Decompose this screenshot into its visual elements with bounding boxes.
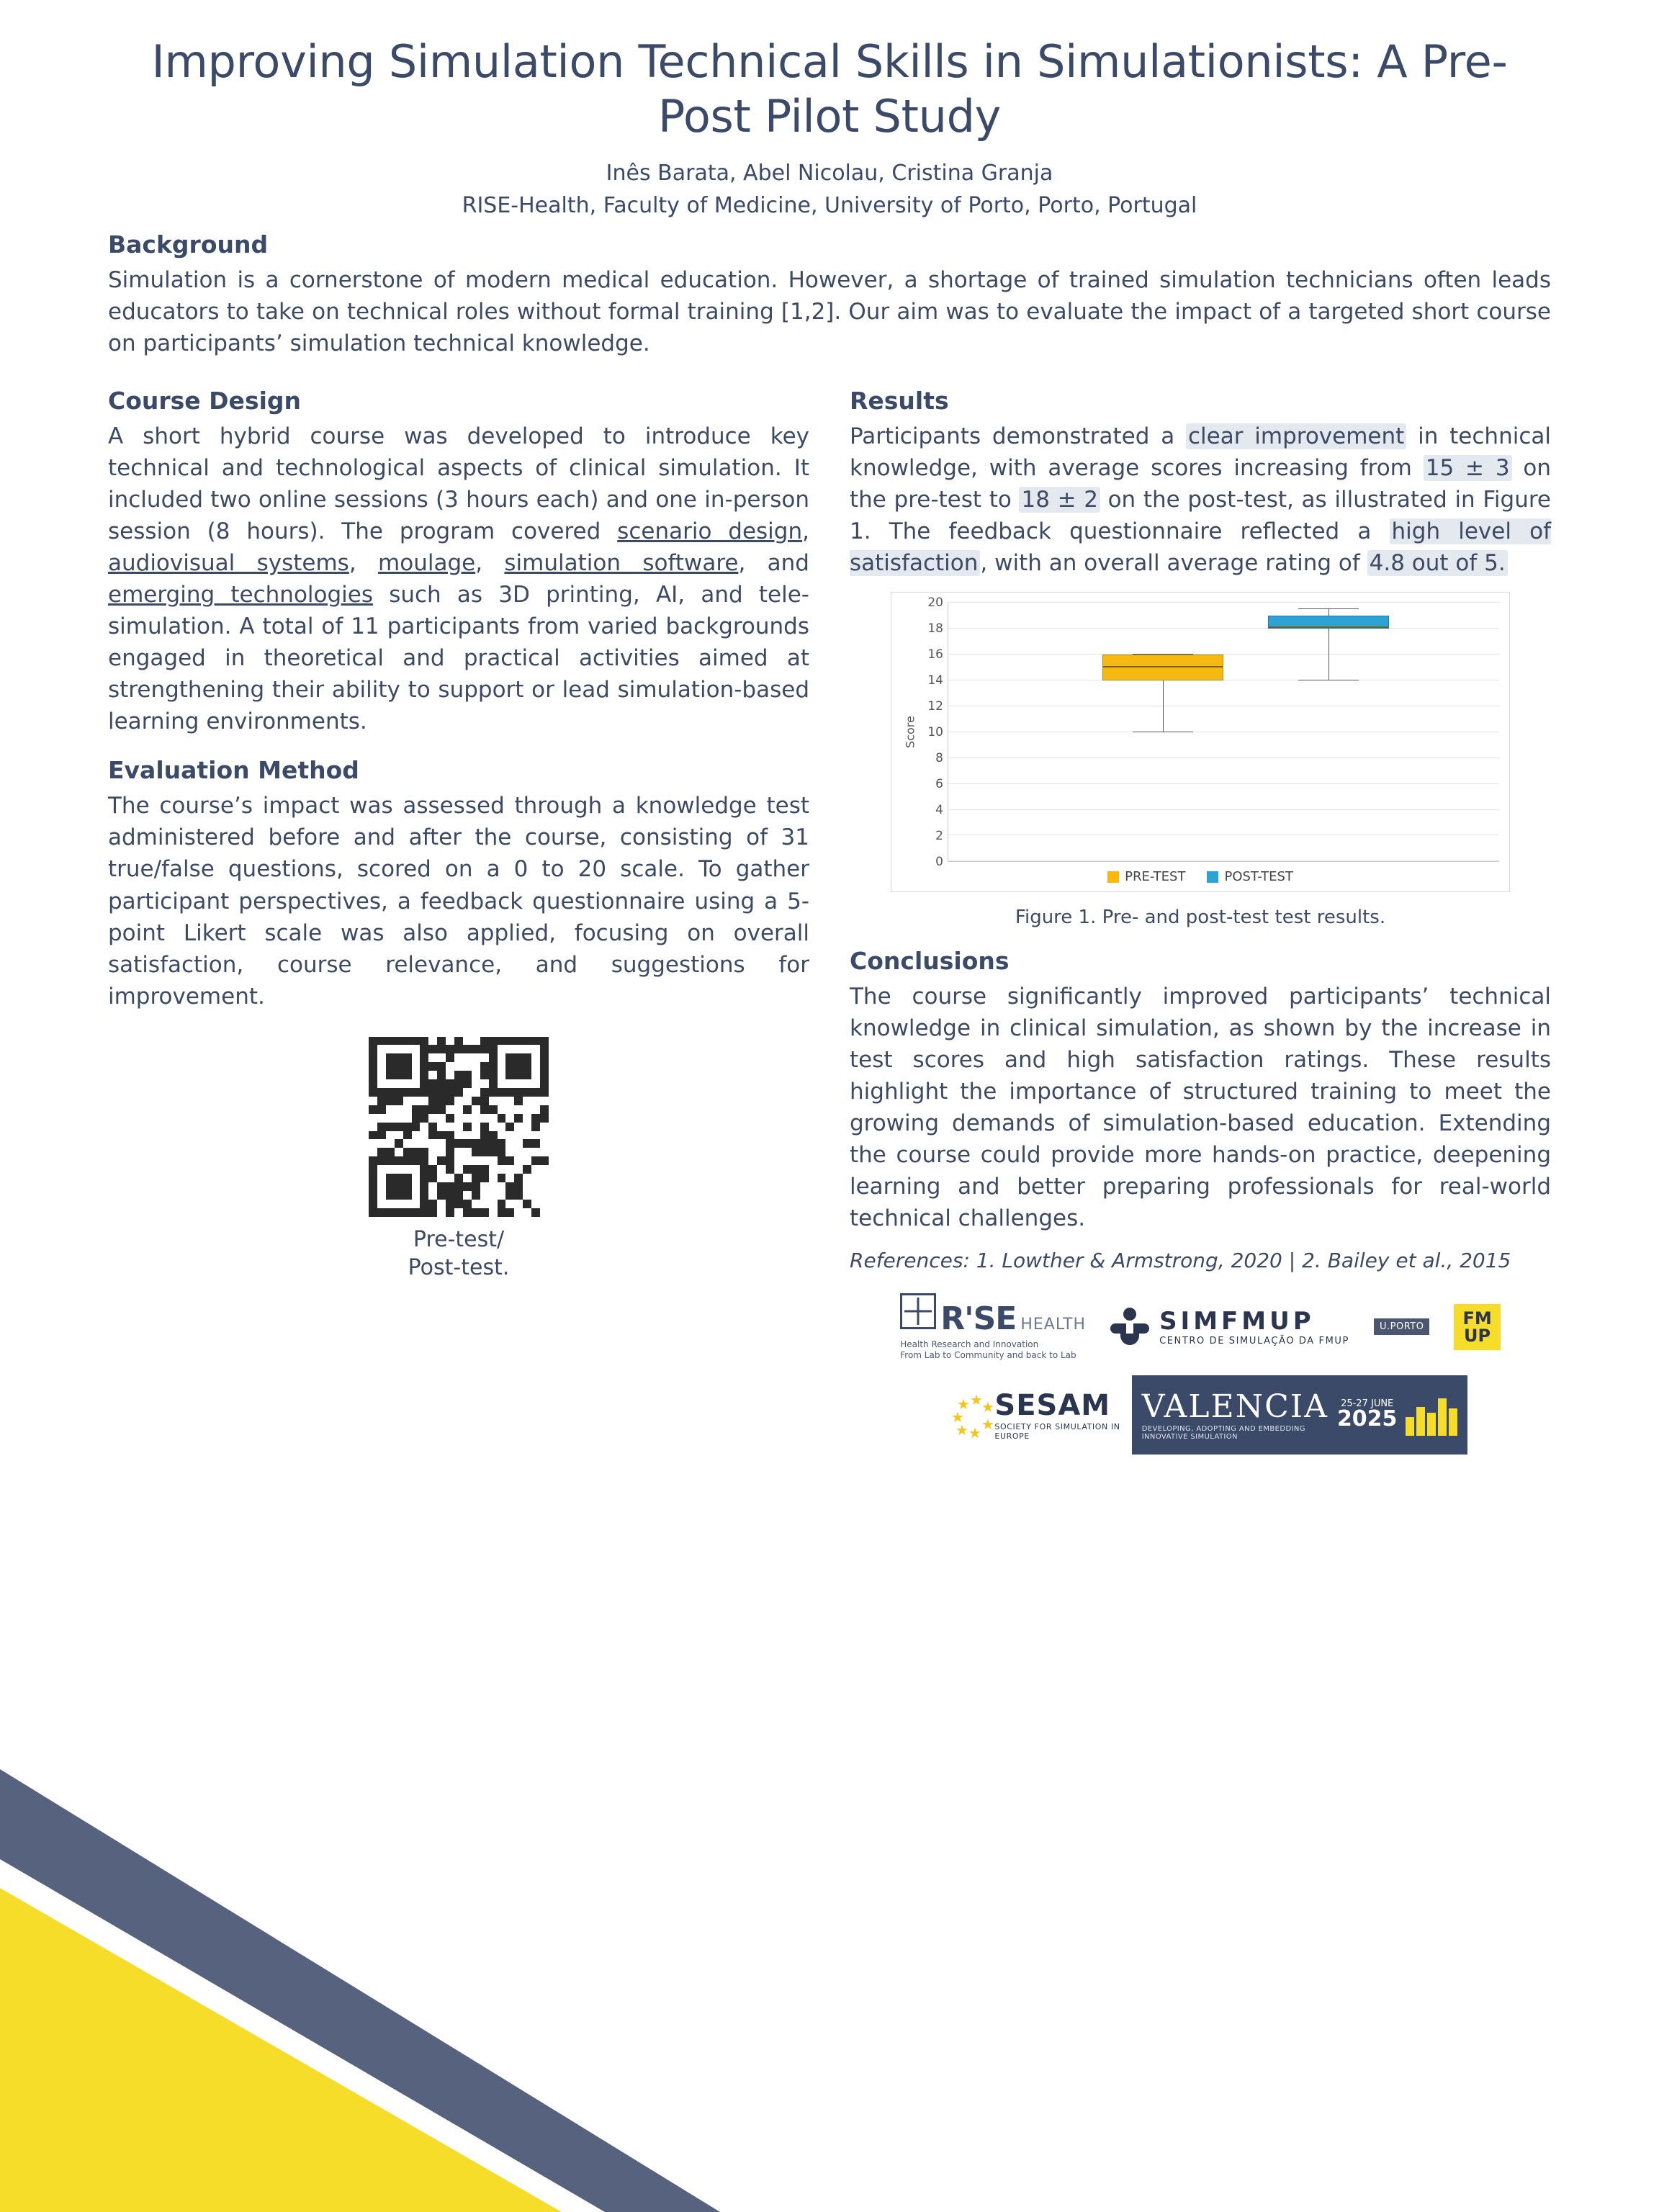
- background-heading: Background: [108, 230, 269, 259]
- left-column: [108, 368, 809, 1454]
- fmup-line1: FM: [1462, 1308, 1492, 1328]
- results-highlight-5: 4.8 out of 5.: [1367, 550, 1508, 576]
- results-seg4: on the post-test, as illustrated in Figure 1. The feedback questionnaire reflected a: [850, 487, 1551, 545]
- results-seg2: in technical knowledge, with average scores increasing from: [850, 423, 1551, 482]
- background-text: Simulation is a cornerstone of modern medical education. However, a shortage of trained simulation technicians often leads educators to take on technical roles without formal training [1,2]. Our aim was to evaluate the impact of a targeted short course on participants’ simulation technical knowledge.: [108, 267, 1551, 357]
- uporto-logo: U.PORTO: [1374, 1318, 1429, 1335]
- valencia-subtitle: DEVELOPING, ADOPTING AND EMBEDDING INNOVATIVE SIMULATION: [1141, 1425, 1305, 1442]
- two-column-body: [108, 368, 1551, 1454]
- sesam-subtitle: SOCIETY FOR SIMULATION IN EUROPE: [994, 1421, 1120, 1441]
- simfmup-people-icon: [1110, 1308, 1149, 1346]
- fmup-logo: [1454, 1304, 1500, 1350]
- legend-swatch-post-icon: [1207, 871, 1218, 883]
- results-seg5: , with an overall average rating of: [980, 550, 1367, 577]
- event-dates: [1337, 1399, 1398, 1430]
- valencia-wordmark: VALENCIA: [1141, 1388, 1328, 1426]
- valencia-text: [1142, 1388, 1328, 1441]
- legend-label-post: POST-TEST: [1224, 869, 1293, 885]
- conclusions-text: The course significantly improved participants’ technical knowledge in clinical simulation, as shown by the increase in test scores and high satisfaction ratings. These results highlight the importance of structured training to meet the growing demands of simulation-based education. Extending the course could provide more hands-on practice, deepening learning and better preparing professionals for real-world technical challenges.: [850, 984, 1551, 1232]
- logo-row-top: [900, 1293, 1500, 1361]
- results-text: [850, 421, 1551, 579]
- figure-1: [891, 592, 1510, 928]
- box-post-test: [1268, 603, 1389, 861]
- chart-legend: [902, 869, 1499, 887]
- legend-label-pre: PRE-TEST: [1125, 869, 1186, 885]
- chart-y-axis-label: Score: [903, 716, 917, 749]
- evaluation-method-heading: Evaluation Method: [108, 756, 359, 785]
- simfmup-name: SIMFMUP: [1159, 1307, 1315, 1336]
- sesam-stars-icon: ★ ★ ★ ★ ★ ★ ★: [951, 1390, 994, 1442]
- simfmup-logo: [1110, 1307, 1349, 1346]
- background-section: [108, 230, 1551, 359]
- rise-tagline-line1: Health Research and Innovation: [900, 1339, 1039, 1349]
- rise-health-logo: [900, 1293, 1086, 1361]
- references-text: References: 1. Lowther & Armstrong, 2020 | 2. Bailey et al., 2015: [850, 1248, 1511, 1272]
- chart-plot: [948, 603, 1499, 862]
- legend-item-post: [1207, 869, 1292, 884]
- course-topic-5: emerging technologies: [108, 582, 373, 608]
- authors: Inês Barata, Abel Nicolau, Cristina Granja: [606, 161, 1053, 186]
- sesam-valencia-banner: [948, 1375, 1452, 1455]
- rise-wordmark: R'SE: [940, 1300, 1017, 1337]
- chart-container: [891, 592, 1510, 892]
- results-highlight-2: 15 ± 3: [1424, 455, 1512, 481]
- course-design-p2: such as 3D printing, AI, and tele-simulation. A total of 11 participants from varied backgrounds engaged in theoretical and practical activities aimed at strengthening their ability to support or lead simulation-based learning environments.: [108, 582, 809, 735]
- course-topic-1: scenario design: [617, 518, 803, 545]
- qr-label-line2: Post-test.: [408, 1254, 510, 1280]
- course-topic-2: audiovisual systems: [108, 550, 349, 577]
- rise-tagline-line2: From Lab to Community and back to Lab: [900, 1349, 1076, 1360]
- qr-label-line1: Pre-test/: [413, 1226, 505, 1252]
- results-seg1: Participants demonstrated a: [850, 423, 1187, 450]
- buildings-icon: [1406, 1394, 1457, 1436]
- simfmup-subtitle: CENTRO DE SIMULAÇÃO DA FMUP: [1159, 1336, 1349, 1347]
- course-topic-4: simulation software: [504, 550, 739, 577]
- box-pre-test: [1102, 603, 1223, 861]
- figure-caption: Figure 1. Pre- and post-test test results.: [1015, 907, 1386, 929]
- qr-label: [408, 1226, 510, 1282]
- right-column: [850, 368, 1551, 1454]
- course-design-p1: A short hybrid course was developed to introduce key technical and technological aspects of clinical simulation. It included two online sessions (3 hours each) and one in-person session (8 hours). The program covered: [108, 423, 809, 545]
- results-highlight-4: high level of satisfaction: [850, 518, 1551, 577]
- sesam-wordmark: SESAM: [994, 1388, 1111, 1422]
- rise-logo-top: [900, 1293, 1086, 1337]
- fmup-line2: UP: [1464, 1325, 1491, 1346]
- course-design-heading: Course Design: [108, 387, 302, 415]
- chart-y-ticks: 0 2 4 6 8 10 12 14 16 18 20: [927, 595, 943, 870]
- page-title: Improving Simulation Technical Skills in Simulationists: A Pre-Post Pilot Study: [151, 35, 1508, 143]
- rise-tagline: [900, 1339, 1076, 1361]
- rise-cross-icon: [900, 1293, 936, 1329]
- sesam-logo: [948, 1375, 1132, 1455]
- logo-bar: [850, 1293, 1551, 1455]
- valencia-block: [1132, 1375, 1468, 1455]
- conclusions-heading: Conclusions: [850, 947, 1010, 976]
- legend-swatch-pre-icon: [1107, 871, 1119, 883]
- course-topic-3: moulage: [378, 550, 476, 577]
- results-highlight-3: 18 ± 2: [1019, 487, 1100, 513]
- chart-plot-area: [902, 595, 1499, 870]
- evaluation-method-text: The course’s impact was assessed through a knowledge test administered before and after the course, consisting of 31 true/false questions, scored on a 0 to 20 scale. To gather participant perspectives, a feedback questionnaire using a 5-point Likert scale was also applied, focusing on overall satisfaction, course relevance, and suggestions for improvement.: [108, 793, 809, 1010]
- results-seg3: on the pre-test to: [850, 455, 1551, 513]
- results-highlight-1: clear improvement: [1186, 423, 1406, 449]
- qr-area: [108, 1037, 809, 1282]
- rise-health-word: HEALTH: [1020, 1315, 1087, 1334]
- results-heading: Results: [850, 387, 949, 415]
- sesam-text: [994, 1389, 1121, 1441]
- event-dates-line1: 25-27 JUNE: [1341, 1398, 1394, 1410]
- legend-item-pre: [1107, 869, 1185, 884]
- affiliation: RISE-Health, Faculty of Medicine, University of Porto, Porto, Portugal: [462, 192, 1197, 218]
- course-design-text: A short hybrid course was developed to introduce key technical and technological aspects of clinical simulation. It included two online sessions (3 hours each) and one in-person session (8 hours). The program covered scenario design, audiovisual systems, moulage, simulation software, and emerging technologies such as 3D printing, AI, and tele-simulation. A total of 11 participants from varied backgrounds engaged in theoretical and practical activities aimed at strengthening their ability to support or lead simulation-based learning environments.: [108, 423, 809, 735]
- qr-code[interactable]: [369, 1037, 549, 1217]
- simfmup-text: [1159, 1307, 1349, 1346]
- event-dates-line2: 2025: [1336, 1406, 1398, 1432]
